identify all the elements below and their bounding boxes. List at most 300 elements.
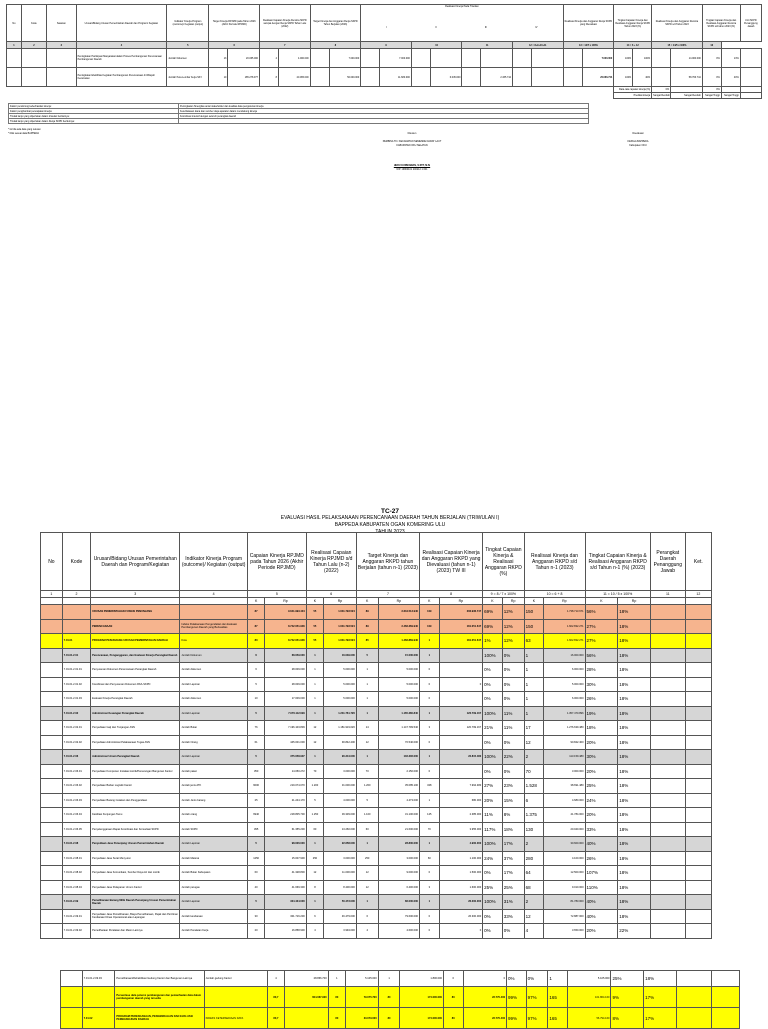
row-dievaluasi-rp: 181.051.647	[439, 619, 483, 634]
row-dievaluasi-rp	[439, 735, 483, 750]
row-capaian-rp: 9.641.993.404	[265, 605, 306, 620]
row-target-rp: 15.000.000	[378, 648, 419, 663]
row-dievaluasi-rp: 1.600.000	[439, 880, 483, 895]
row-realisasi-k: 250	[306, 851, 323, 866]
row-tingkat2-rp: 18%	[618, 619, 651, 634]
row-indikator: Jumlah Laporan	[180, 895, 248, 910]
top-row2-rp: 185.278.977	[228, 68, 260, 87]
row-no	[41, 866, 63, 881]
row-ket	[685, 634, 711, 649]
row-unit	[650, 909, 685, 924]
row-capaian-rp	[285, 1008, 329, 1029]
row-urusan: Persentase data potensi pembangunan dan pemanfaatan data dalam pembangunan daerah yang tersedia	[115, 987, 204, 1008]
row-capaian-rp: 301.716.200	[265, 909, 306, 924]
top-row1-total: 7.000.000	[582, 49, 614, 68]
signature-place: Disusun	[407, 132, 417, 135]
row-rkpd-k: 165	[548, 987, 568, 1008]
row-capaian-rp: 7.196.103.839	[265, 721, 306, 736]
row-indikator: Jumlah Bulan	[180, 721, 248, 736]
col-formula: 10 = 6 + 8	[524, 591, 585, 598]
row-target-rp: 1.165.380.840	[378, 706, 419, 721]
row-tingkat2-k: 20%	[585, 924, 618, 939]
row-realisasi-k: 8	[306, 880, 323, 895]
row-urusan: Penyediaan Barang Cetakan dan Penggandaan	[91, 793, 180, 808]
row-no	[41, 619, 63, 634]
row-ket	[685, 793, 711, 808]
row-realisasi-k: 80	[328, 1008, 345, 1029]
unit-label: Rp	[618, 598, 651, 605]
row-indikator: Jumlah paket	[180, 764, 248, 779]
unit-label: Rp	[324, 598, 357, 605]
row-no	[41, 692, 63, 707]
row-target-k: 1	[356, 663, 378, 678]
row-dievaluasi-rp	[439, 648, 483, 663]
row-tingkat2-rp: 18%	[618, 692, 651, 707]
row-target-rp: 31.100.000	[378, 808, 419, 823]
row-no	[41, 605, 63, 620]
row-tingkat2-rp: 18%	[618, 895, 651, 910]
col-number: 3	[91, 591, 180, 598]
row-capaian-rp: 98.006.000	[265, 837, 306, 852]
row-capaian-rp: 15.007.900	[265, 851, 306, 866]
row-tingkat-rp: 33%	[502, 909, 524, 924]
row-target-rp: 9.000.000	[378, 866, 419, 881]
row-realisasi-k: 6	[306, 909, 323, 924]
top-row1-rp2: 4.000.000	[278, 49, 310, 68]
row-target-k: 1	[356, 677, 378, 692]
row-capaian-rp: 8.742.051.936	[265, 619, 306, 634]
row-indikator: Jumlah Dokumen	[180, 648, 248, 663]
row-no	[41, 895, 63, 910]
row-no	[41, 706, 63, 721]
row-tingkat-k: 100%	[483, 837, 503, 852]
row-capaian-rp: 8.742.051.936	[265, 634, 306, 649]
note-label: Faktor penghambat pencapaian kinerja:	[9, 109, 179, 114]
row-unit	[650, 779, 685, 794]
top-num: 12 = 8+9+10+11	[513, 42, 564, 49]
row-capaian-k: 6000	[247, 779, 264, 794]
top-row1-k: 13	[209, 49, 228, 68]
row-dievaluasi-k: 80	[443, 987, 463, 1008]
row-tingkat-k: 11%	[483, 808, 503, 823]
row-rkpd-k: 1	[524, 692, 544, 707]
header-kode: Kode	[62, 533, 90, 591]
row-unit	[650, 721, 685, 736]
row-unit	[650, 866, 685, 881]
row-rkpd-rp: 6.000.000	[544, 663, 585, 678]
row-indikator: Jumlah Laporan	[180, 706, 248, 721]
row-realisasi-k: 1	[306, 837, 323, 852]
row-realisasi-k: 1.250	[306, 808, 323, 823]
col-number: 5	[247, 591, 306, 598]
row-dievaluasi-k: 1	[420, 706, 440, 721]
row-realisasi-k: 55	[306, 634, 323, 649]
row-realisasi-k: 1.200	[306, 779, 323, 794]
row-indikator: Jumlah Orang	[180, 735, 248, 750]
row-capaian-k: 61	[247, 735, 264, 750]
row-dievaluasi-k: 0	[420, 692, 440, 707]
row-tingkat2-rp: 18%	[618, 909, 651, 924]
row-tingkat2-k: 20%	[585, 808, 618, 823]
row-rkpd-rp: 1.276.639.480	[544, 721, 585, 736]
row-rkpd-k: 63	[524, 634, 544, 649]
row-rkpd-k: 1	[524, 706, 544, 721]
top-row1-k2: 4	[260, 49, 279, 68]
report-unit-row	[41, 598, 712, 605]
row-capaian-k: 80,7	[267, 987, 284, 1008]
row-dievaluasi-k: 109	[420, 619, 440, 634]
row-no	[61, 987, 83, 1008]
row-target-rp: 5.000.000	[378, 692, 419, 707]
row-capaian-rp: 41.328.800	[265, 866, 306, 881]
row-kode: 7.01.01.2.09	[62, 895, 90, 910]
row-tingkat2-rp: 18%	[618, 851, 651, 866]
row-capaian-k: 6	[247, 663, 264, 678]
row-dievaluasi-rp: 22.770.400	[463, 1008, 507, 1029]
row-target-k: 1.100	[356, 808, 378, 823]
row-ket	[685, 764, 711, 779]
row-dievaluasi-rp: 181.051.647	[439, 634, 483, 649]
row-dievaluasi-k: 1	[420, 634, 440, 649]
row-tingkat2-rp: 18%	[618, 706, 651, 721]
row-rkpd-rp: 38.691.480	[544, 779, 585, 794]
row-urusan: Penyusunan Dokumen Perencanaan Perangkat Daerah	[91, 663, 180, 678]
row-rkpd-k: 1	[524, 648, 544, 663]
row-target-k: 1	[356, 706, 378, 721]
top-row2-pct2: 40%	[633, 68, 652, 87]
unit-label: K	[356, 598, 378, 605]
row-urusan: Administrasi Keuangan Perangkat Daerah	[91, 706, 180, 721]
row-kode: 7.01.01.2.02.02	[62, 735, 90, 750]
top-header-realisasi-group: Realisasi Kinerja Pada Triwulan	[445, 5, 479, 8]
row-realisasi-k: 60	[306, 822, 323, 837]
row-rkpd-rp: 30.600.000	[544, 837, 585, 852]
top-row1-indikator: Jumlah Dokumen	[167, 49, 209, 68]
row-ket	[685, 909, 711, 924]
row-capaian-rp: 28.009.000	[265, 677, 306, 692]
row-dievaluasi-rp: 0	[439, 924, 483, 939]
row-capaian-k: 350	[247, 764, 264, 779]
row-ket	[685, 837, 711, 852]
row-ket	[685, 692, 711, 707]
row-dievaluasi-k: 0	[420, 764, 440, 779]
row-rkpd-rp: 90.842.400	[544, 735, 585, 750]
row-ket	[685, 895, 711, 910]
row-indikator: Jumlah jenis ATK	[180, 779, 248, 794]
row-rkpd-k: 1.528	[524, 779, 544, 794]
row-ket	[711, 1008, 739, 1029]
row-tingkat2-k: 30%	[585, 677, 618, 692]
row-target-k: 89	[356, 605, 378, 620]
row-rkpd-k: 1	[524, 677, 544, 692]
row-tingkat-k: 0%	[483, 692, 503, 707]
row-unit	[650, 634, 685, 649]
row-tingkat-k: 0%	[483, 924, 503, 939]
row-target-k: 5	[356, 648, 378, 663]
row-realisasi-k: 1	[306, 692, 323, 707]
row-rkpd-rp: 72.887.000	[544, 909, 585, 924]
row-target-k: 1	[356, 750, 378, 765]
row-capaian-k: 5	[247, 750, 264, 765]
row-tingkat2-k: 107%	[585, 866, 618, 881]
row-tingkat-k: 117%	[483, 822, 503, 837]
row-tingkat2-k: 110%	[585, 880, 618, 895]
row-tingkat2-k: 56%	[585, 605, 618, 620]
row-target-k: 250	[356, 851, 378, 866]
header-ket: Ket.	[685, 533, 711, 591]
row-capaian-rp: 324.434.000	[265, 895, 306, 910]
top-num: 14 = 6 + 12	[614, 42, 652, 49]
row-no	[41, 837, 63, 852]
row-no	[41, 851, 63, 866]
row-indikator: Jumlah Peralatan Kerja	[180, 924, 248, 939]
row-ket	[685, 779, 711, 794]
row-rkpd-k: 70	[524, 764, 544, 779]
row-dievaluasi-rp: 3.955.000	[439, 822, 483, 837]
row-target-k: 12	[356, 735, 378, 750]
row-tingkat-rp: 0%	[502, 677, 524, 692]
row-realisasi-k: 4	[306, 924, 323, 939]
row-tingkat-k: 1%	[483, 634, 503, 649]
row-kode: 7.01.01.2.02	[62, 706, 90, 721]
row-dievaluasi-rp: 0	[439, 677, 483, 692]
top-predikat-c: Sangat Tinggi	[702, 93, 721, 99]
row-tingkat2-rp: 18%	[618, 721, 651, 736]
row-urusan: Evaluasi Kinerja Perangkat Daerah	[91, 692, 180, 707]
table-row	[41, 634, 712, 649]
col-number: 6	[306, 591, 356, 598]
row-target-rp: 35.085.100	[378, 779, 419, 794]
top-num: 2	[21, 42, 46, 49]
unit-label: Rp	[265, 598, 306, 605]
row-realisasi-rp: 1.631.793.524	[324, 634, 357, 649]
row-urusan: URUSAN PEMERINTAHAN FUNGSI PENUNJANG	[91, 605, 180, 620]
row-dievaluasi-rp: 1.500.000	[439, 866, 483, 881]
row-dievaluasi-k: 3	[420, 721, 440, 736]
top-header-indikator: Indikator Kinerja Program (outcome)/ Kegiatan (output)	[167, 5, 209, 42]
row-dievaluasi-k: 0	[420, 866, 440, 881]
row-unit	[676, 987, 711, 1008]
row-kode: 7.01.01.2.06.05	[62, 822, 90, 837]
table-row	[41, 880, 712, 895]
row-target-k: 5	[356, 793, 378, 808]
row-capaian-k: 395	[247, 822, 264, 837]
row-urusan: Penyediaan Komponen Instalasi Listrik/Penerangan Bangunan Kantor	[91, 764, 180, 779]
row-rkpd-k: 280	[524, 851, 544, 866]
row-unit	[650, 692, 685, 707]
row-rkpd-rp: 4.680.000	[544, 793, 585, 808]
row-dievaluasi-rp: 22.815.480	[439, 750, 483, 765]
row-tingkat2-k: 40%	[585, 837, 618, 852]
row-ket	[685, 808, 711, 823]
row-realisasi-rp: 1.631.793.524	[324, 619, 357, 634]
row-dievaluasi-k: 0	[420, 663, 440, 678]
col-formula: 9 = 8 / 7 x 100%	[483, 591, 524, 598]
top-row1-pct2: 100%	[633, 49, 652, 68]
table-row	[41, 779, 712, 794]
header-realisasi-rkpd: Realisasi Kinerja dan Anggaran RKPD s/d Tahun n-1 (2023)	[524, 533, 585, 591]
row-tingkat-rp: 0%	[502, 663, 524, 678]
row-capaian-rp: 14.050.272	[265, 764, 306, 779]
row-urusan: PROGRAM PENUNJANG URUSAN PEMERINTAHAN DAERAH	[91, 634, 180, 649]
row-rkpd-k: 2	[524, 750, 544, 765]
row-indikator: Jumlah gedung Kantor	[204, 971, 267, 987]
row-kode: 7.01.01.2.01.01	[62, 663, 90, 678]
row-rkpd-k: 1	[548, 971, 568, 987]
row-ket	[711, 987, 739, 1008]
row-target-rp: 79.600.000	[378, 909, 419, 924]
table-row	[41, 648, 712, 663]
row-target-rp: 102.306.000	[378, 750, 419, 765]
row-rkpd-k: 150	[524, 619, 544, 634]
top-header-realisasi-dievaluasi: Realisasi Kinerja dan Anggaran Renja SKPD yang Dievaluasi	[563, 5, 614, 42]
row-realisasi-k: 1	[306, 706, 323, 721]
row-urusan: Pemeliharaan Barang Milik Daerah Penunjang Urusan Pemerintahan Daerah	[91, 895, 180, 910]
row-target-k: 70	[356, 764, 378, 779]
row-tingkat2-k: 26%	[585, 851, 618, 866]
col-number: 4	[180, 591, 248, 598]
row-capaian-k: 10	[247, 692, 264, 707]
row-realisasi-k: 55	[306, 605, 323, 620]
row-tingkat-rp: 0%	[502, 648, 524, 663]
row-ket	[685, 851, 711, 866]
note-value: Koordinasi intensif dengan seluruh perangkat daerah	[179, 114, 589, 119]
table-row	[41, 735, 712, 750]
row-realisasi-rp: 3.000.000	[324, 764, 357, 779]
row-tingkat-rp: 22%	[502, 750, 524, 765]
row-rkpd-rp: 3.650.000	[544, 924, 585, 939]
row-capaian-rp: 218.805.700	[265, 808, 306, 823]
row-urusan: Perencanaan, Penganggaran, dan Evaluasi Kinerja Perangkat Daerah	[91, 648, 180, 663]
row-urusan: Penyediaan Bahan Logistik Kantor	[91, 779, 180, 794]
top-num: 11	[462, 42, 513, 49]
row-rkpd-rp: 3.000.000	[544, 764, 585, 779]
row-no	[41, 663, 63, 678]
row-rkpd-k: 6	[524, 793, 544, 808]
row-kode: 7.01.01.2.06.03	[62, 793, 90, 808]
signature-name: HERU KURNIAWAN, S.STP, M.Si	[393, 164, 431, 167]
table-row	[41, 793, 712, 808]
table-row	[41, 909, 712, 924]
top-report-table	[6, 4, 762, 99]
top-row2-pct4: 40%	[721, 68, 740, 87]
row-rkpd-rp: 5.000.000	[544, 677, 585, 692]
top-num: 10	[411, 42, 462, 49]
table-row	[41, 866, 712, 881]
row-tingkat-k: 0%	[483, 677, 503, 692]
row-tingkat-k: 0%	[483, 764, 503, 779]
top-row2-k: 10	[209, 68, 228, 87]
row-tingkat-k: 100%	[483, 750, 503, 765]
header-capaian-rpjmd: Capaian Kinerja RPJMD pada Tahun 2026 (Akhir Periode RPJMD)	[247, 533, 306, 591]
note-value: Peningkatan Sinergitas antar stakeholder dan kualitas data pengukuran kinerja	[179, 104, 589, 109]
row-no	[41, 793, 63, 808]
row-target-k: 12	[356, 866, 378, 881]
row-target-k: 85	[356, 634, 378, 649]
row-indikator: Jumlah Bulan Kabupaten	[180, 866, 248, 881]
row-tingkat-rp: 11%	[502, 706, 524, 721]
row-tingkat-k: 69%	[483, 605, 503, 620]
top-row2-program: Peningkatan Efektifitas Kegiatan Pembangunan Perencanaan di Wilayah Kecamatan	[76, 68, 167, 87]
row-unit	[650, 837, 685, 852]
row-dievaluasi-k: 0	[420, 735, 440, 750]
row-dievaluasi-k: 109	[420, 605, 440, 620]
unit-label: K	[306, 598, 323, 605]
row-capaian-k: 30	[247, 909, 264, 924]
row-target-k: 80	[378, 987, 400, 1008]
row-urusan: PROGRAM PERENCANAAN, PENGENDALIAN DAN EVALUASI PEMBANGUNAN DAERAH	[115, 1008, 204, 1029]
row-capaian-k: 6940	[247, 808, 264, 823]
top-header-realisasi-triwulan	[361, 5, 563, 42]
row-capaian-rp: 219.074.070	[265, 779, 306, 794]
row-unit	[650, 750, 685, 765]
row-rkpd-rp: 16.000.000	[544, 648, 585, 663]
table-row	[41, 924, 712, 939]
note-value	[179, 119, 589, 124]
table-row	[61, 971, 740, 987]
row-dievaluasi-k: 0	[443, 971, 463, 987]
row-no	[41, 880, 63, 895]
unit-label: K	[585, 598, 618, 605]
row-dievaluasi-k: 328	[420, 779, 440, 794]
row-tingkat2-k: 20%	[585, 735, 618, 750]
row-realisasi-rp: 1.231.761.726	[324, 706, 357, 721]
header-urusan: Urusan/Bidang Urusan Pemerintahan Daerah dan Program/Kegiatan	[91, 533, 180, 591]
row-capaian-k: 60	[247, 866, 264, 881]
top-row1-tw1: 7.000.000	[380, 49, 412, 68]
row-tingkat-rp: 31%	[502, 895, 524, 910]
row-realisasi-k: 1	[306, 750, 323, 765]
row-kode: 7.01.02	[82, 1008, 115, 1029]
row-kode: 7.01.01.2.09.01	[62, 909, 90, 924]
row-tingkat-k: 100%	[483, 706, 503, 721]
note-label: Faktor pendorong keberhasilan kinerja:	[9, 104, 179, 109]
row-rkpd-rp: 9.010.000	[544, 880, 585, 895]
row-dievaluasi-rp	[439, 663, 483, 678]
row-kode: 7.01.01.2.06	[62, 750, 90, 765]
row-rkpd-k: 165	[548, 1008, 568, 1029]
row-urusan: Penyediaan Gaji dan Tunjangan ASN	[91, 721, 180, 736]
row-capaian-k: 40	[247, 880, 264, 895]
row-ket	[711, 971, 739, 987]
row-urusan: Penyediaan Jasa Penunjang Urusan Pemerintahan Daerah	[91, 837, 180, 852]
row-tingkat2-k: 56%	[585, 648, 618, 663]
top-num: 8	[310, 42, 361, 49]
row-target-rp: 3.634.513.940	[378, 605, 419, 620]
unit-label: K	[524, 598, 544, 605]
row-target-rp: 4.600.000	[378, 924, 419, 939]
row-capaian-rp: 445.001.000	[265, 735, 306, 750]
row-capaian-k: 76	[247, 721, 264, 736]
row-target-k: 1	[356, 692, 378, 707]
row-ket	[685, 605, 711, 620]
row-target-k: 1	[356, 895, 378, 910]
row-tingkat2-k: 8%	[611, 1008, 644, 1029]
notes-table	[8, 103, 589, 124]
report-table	[40, 532, 712, 939]
row-realisasi-rp: 16.039.000	[324, 648, 357, 663]
row-tingkat2-rp: 18%	[618, 605, 651, 620]
row-dievaluasi-rp: 1.100.000	[439, 851, 483, 866]
row-realisasi-rp: 13.260.000	[324, 822, 357, 837]
top-predikat-b: Sangat Rendah	[671, 93, 703, 99]
row-capaian-rp: 41.669.300	[265, 880, 306, 895]
row-tingkat-rp: 97%	[526, 987, 548, 1008]
row-target-k: 14	[356, 721, 378, 736]
top-header-tw1: I	[386, 26, 388, 29]
top-row1-rp3: 7.000.000	[329, 49, 361, 68]
top-row2-rp2: 20.065.000	[278, 68, 310, 87]
